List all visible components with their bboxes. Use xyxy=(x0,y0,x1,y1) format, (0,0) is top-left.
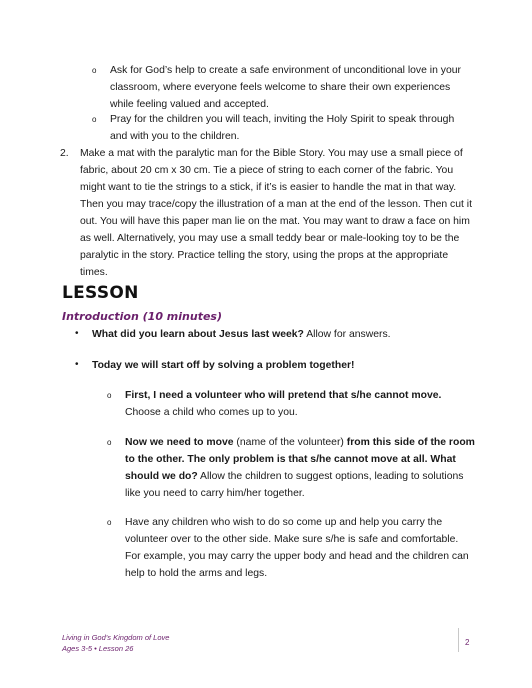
circle-bullet-icon: o xyxy=(107,438,112,447)
circle-bullet-icon: o xyxy=(107,391,112,400)
intro-subitem-carry xyxy=(107,514,475,582)
bullet-bold-text: Today we will start off by solving a problem together! xyxy=(92,360,355,371)
footer-series-title: Living in God’s Kingdom of Love xyxy=(62,633,170,642)
introduction-subheading: Introduction (10 minutes) xyxy=(62,310,222,323)
bullet-icon: • xyxy=(75,359,79,370)
subitem-bold-text: Now we need to move xyxy=(125,437,234,448)
footer-divider xyxy=(458,628,459,652)
bullet-icon: • xyxy=(75,328,79,339)
subitem-bold-text: from this side of the room to the other. The only problem is that s/he cannot move at all. What should we do? xyxy=(125,437,475,482)
intro-bullet-last-week xyxy=(75,326,472,343)
subitem-text: Ask for God’s help to create a safe environment of unconditional love in your classroom, where everyone feels welcome to share their own experiences while feeling valued and accepted. xyxy=(110,65,461,110)
subitem-text: (name of the volunteer) xyxy=(233,437,347,448)
prep-subitem-safe-environment xyxy=(92,62,470,113)
circle-bullet-icon: o xyxy=(92,115,97,124)
subitem-text: Choose a child who comes up to you. xyxy=(125,407,298,418)
page-number: 2 xyxy=(465,638,470,647)
bullet-bold-text: What did you learn about Jesus last week? xyxy=(92,329,304,340)
subitem-text: Pray for the children you will teach, inviting the Holy Spirit to speak through and with you to the children. xyxy=(110,114,455,142)
circle-bullet-icon: o xyxy=(92,66,97,75)
intro-subitem-move xyxy=(107,434,475,502)
subitem-text: Allow the children to suggest options, leading to solutions like you need to carry him/her together. xyxy=(125,471,464,499)
intro-bullet-solve-problem xyxy=(75,357,472,374)
numbered-item-text: Make a mat with the paralytic man for the Bible Story. You may use a small piece of fabric, about 20 cm x 30 cm. Tie a piece of string to each corner of the fabric. You might want to tie the strings to a stick, if it’s is easier to handle the mat in that way. Then you may trace/copy the illustration of a man at the end of the lesson. Then cut it out. You will have this paper man lie on the mat. You may want to draw a face on him as well. Alternatively, you may use a small teddy bear or male-looking toy to be the paralytic in the story. Practice telling the story, using the props at the appropriate times. xyxy=(80,148,472,278)
prep-subitem-pray xyxy=(92,111,470,145)
bullet-text: Allow for answers. xyxy=(303,329,391,340)
intro-subitem-volunteer xyxy=(107,387,475,421)
item-number: 2. xyxy=(60,148,69,159)
circle-bullet-icon: o xyxy=(107,518,112,527)
subitem-bold-text: First, I need a volunteer who will pretend that s/he cannot move. xyxy=(125,390,442,401)
prep-numbered-item-2 xyxy=(60,145,475,281)
footer-title xyxy=(62,632,169,654)
subitem-text: Have any children who wish to do so come up and help you carry the volunteer over to the other side. Make sure s/he is safe and comfortable. For example, you may carry the upper body and head and the children can help to hold the arms and legs. xyxy=(125,517,469,579)
footer-lesson-info: Ages 3-5 • Lesson 26 xyxy=(62,644,134,653)
lesson-heading: LESSON xyxy=(62,283,139,303)
